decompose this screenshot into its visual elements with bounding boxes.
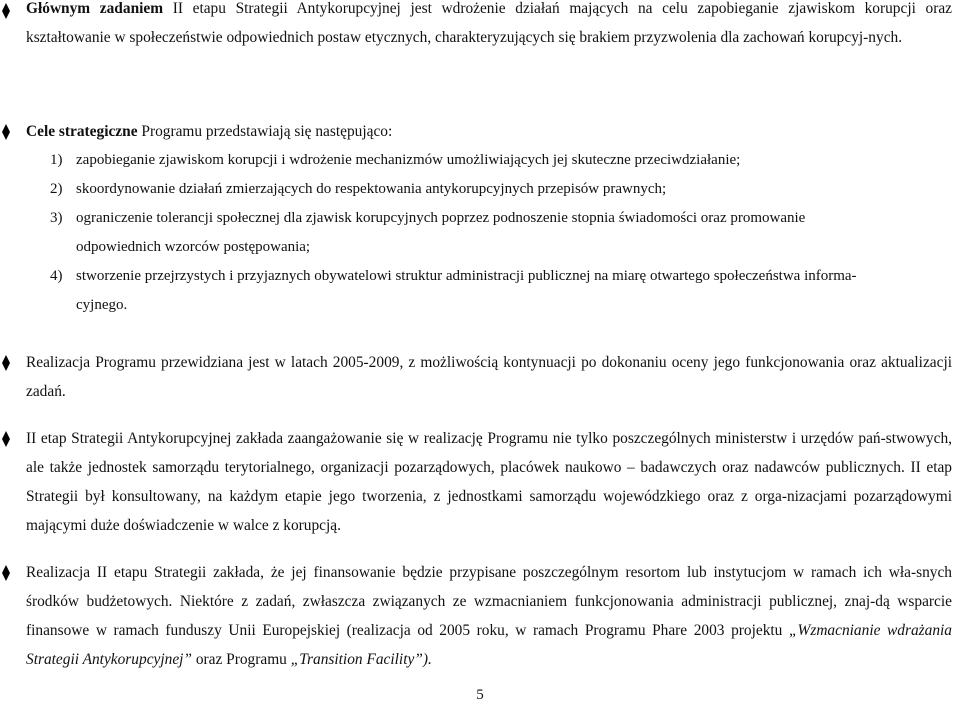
intro-lead: Głównym zadaniem	[26, 0, 164, 17]
diamond-bullet-icon	[1, 565, 11, 581]
list-item	[50, 175, 952, 204]
project-title: „Wzmacnianie wdrażania Strategii Antykorupcyjnej”	[26, 622, 953, 668]
financing-paragraph	[26, 558, 952, 674]
diamond-bullet-icon	[1, 431, 11, 447]
financing-text: Realizacja II etapu Strategii zakłada, że jej finansowanie będzie przypisane poszczególnym resortom lub instytucjom w ramach ich wła-snych środków budżetowych. Niektóre z zadań, zwłaszcza związanych ze wzmacnianiem funkcjonowania administracji publicznej, znaj-dą wsparcie finansowe w ramach funduszy Unii Europejskiej (realizacja od 2005 roku, w ramach Programu Phare 2003 projektu	[26, 564, 952, 639]
list-item	[50, 204, 952, 262]
goals-lead-text: Programu przedstawiają się następująco:	[137, 123, 393, 140]
diamond-bullet-icon	[1, 3, 11, 19]
goals-lead: Cele strategiczne	[26, 123, 138, 140]
goals-list	[50, 146, 952, 320]
list-item	[50, 146, 952, 175]
program-title: „Transition Facility”).	[290, 651, 432, 668]
list-item-text: stworzenie przejrzystych i przyjaznych obywatelowi struktur administracji publicznej na miarę otwartego społeczeństwa informa-	[76, 268, 857, 284]
list-item-number: 3)	[50, 210, 63, 226]
list-item-number: 1)	[50, 152, 63, 168]
list-item-number: 4)	[50, 268, 63, 284]
intro-text: II etapu Strategii Antykorupcyjnej jest wdrożenie działań mających na celu zapobieganie zjawiskom korupcji oraz kształtowanie w społeczeństwie odpowiednich postaw etycznych, charakteryzujących się brakiem przyzwolenia dla zachowań korupcyj-nych.	[26, 0, 953, 46]
list-item-number: 2)	[50, 181, 63, 197]
diamond-bullet-icon	[1, 355, 11, 371]
list-item	[50, 262, 952, 320]
list-item-text: zapobieganie zjawiskom korupcji i wdrożenie mechanizmów umożliwiających jej skuteczne przeciwdziałanie;	[76, 152, 741, 168]
financing-mid: oraz Programu	[192, 651, 291, 668]
diamond-bullet-icon	[1, 124, 11, 140]
goals-heading	[26, 117, 952, 146]
realization-paragraph: Realizacja Programu przewidziana jest w latach 2005-2009, z możliwością kontynuacji po dokonaniu oceny jego funkcjonowania oraz aktualizacji zadań.	[26, 354, 952, 400]
intro-paragraph	[26, 0, 952, 52]
list-item-continuation: odpowiednich wzorców postępowania;	[76, 239, 311, 255]
list-item-text: ograniczenie tolerancji społecznej dla zjawisk korupcyjnych poprzez podnoszenie stopnia świadomości oraz promowanie	[76, 210, 806, 226]
list-item-continuation: cyjnego.	[76, 297, 128, 313]
commitment-paragraph: II etap Strategii Antykorupcyjnej zakłada zaangażowanie się w realizację Programu nie tylko poszczególnych ministerstw i urzędów pań-stwowych, ale także jednostek samorządu terytorialnego, organizacji pozarządowych, placówek naukowo – badawczych oraz nadawców publicznych. II etap Strategii był konsultowany, na każdym etapie jego tworzenia, z jednostkami samorządu wojewódzkiego oraz z orga-nizacjami pozarządowymi mającymi duże doświadczenie w walce z korupcją.	[26, 430, 952, 534]
page-number: 5	[476, 687, 484, 703]
list-item-text: skoordynowanie działań zmierzających do respektowania antykorupcyjnych przepisów prawnych;	[76, 181, 667, 197]
